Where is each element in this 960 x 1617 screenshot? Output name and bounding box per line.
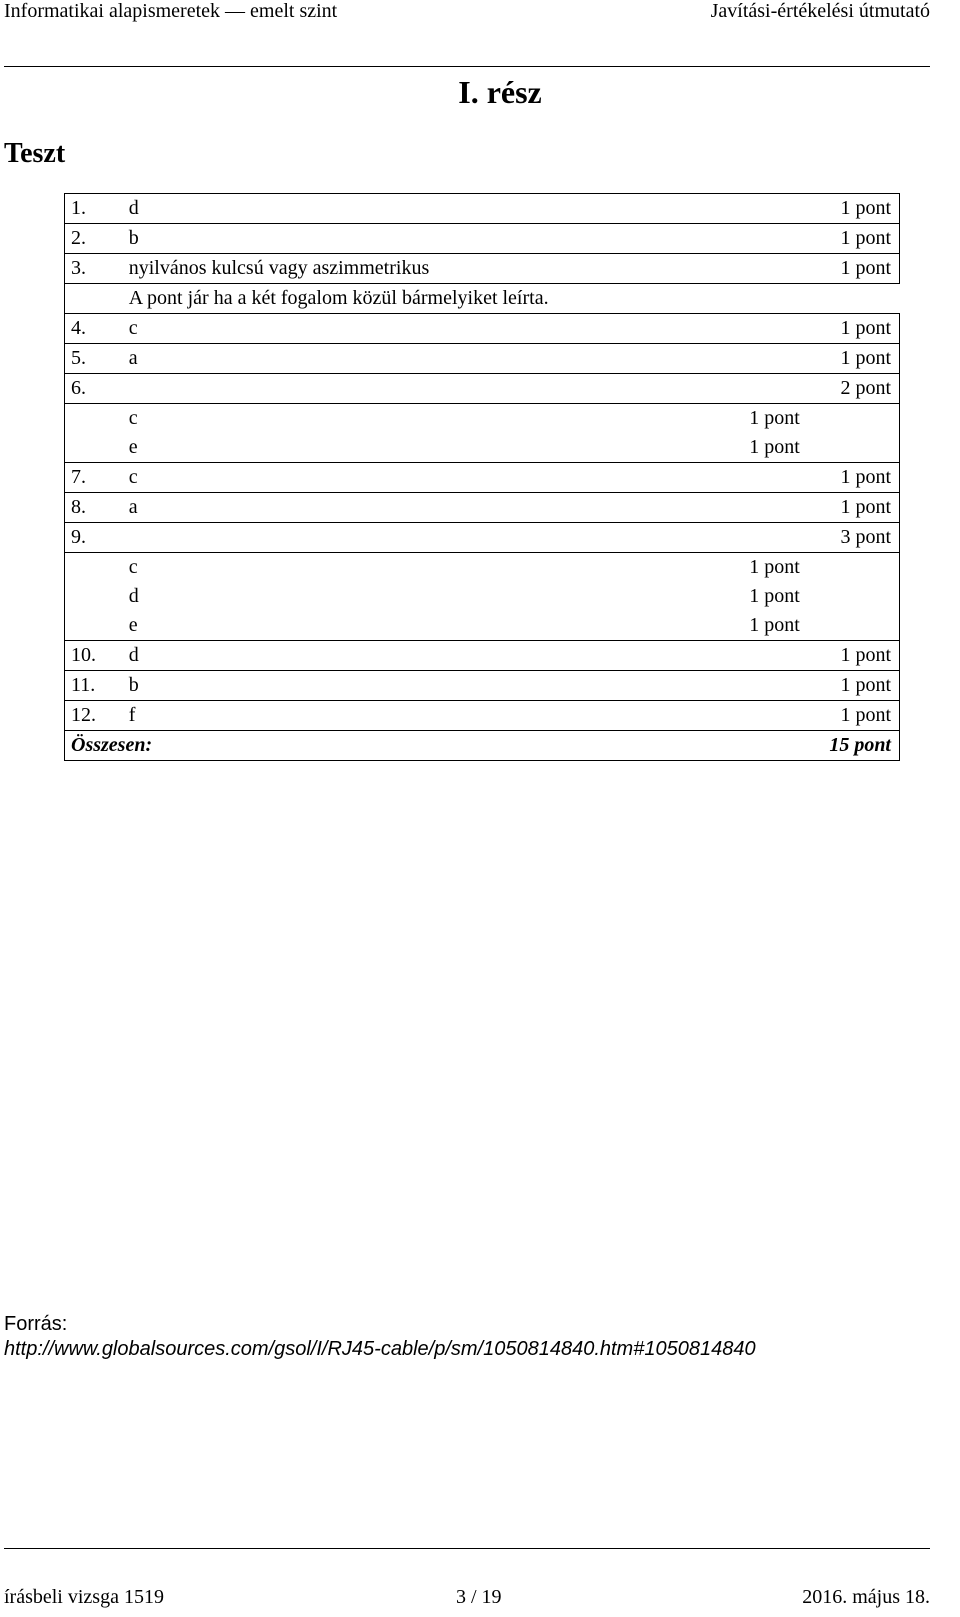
points-cell: 1 pont [800,194,900,224]
sub-answer-row [65,553,900,583]
source-block [4,1313,756,1361]
table-row [65,374,900,404]
sub-points-cell [604,523,800,553]
sub-answer-cell: c [128,407,138,429]
sub-answer-cell: c [128,556,138,578]
sub-points-cell [604,224,800,254]
sub-points-cell [604,374,800,404]
footer-exam-id: írásbeli vizsga 1519 [4,1586,164,1608]
part-title: I. rész [458,74,542,110]
sub-points-cell [604,344,800,374]
note-cell: A pont jár ha a két fogalom közül bármelyiket leírta. [129,284,900,314]
sub-answer-cell: e [129,611,604,641]
table-row [65,254,900,284]
question-number: 7. [65,463,129,493]
points-cell: 1 pont [800,344,900,374]
sub-points-cell: 1 pont [749,585,800,607]
question-number [65,404,129,434]
question-number [65,284,129,314]
points-cell: 1 pont [800,641,900,671]
sub-points-cell [604,463,800,493]
points-cell [800,553,900,583]
table-row [65,224,900,254]
points-cell: 1 pont [800,701,900,731]
question-number [65,553,129,583]
points-cell: 1 pont [800,463,900,493]
points-cell [800,433,900,463]
question-number [65,582,129,611]
sub-answer-row [65,404,900,434]
page-footer [4,1586,930,1614]
sub-answer-row [65,582,900,611]
answer-cell: nyilvános kulcsú vagy aszimmetrikus [129,254,604,284]
question-number: 10. [65,641,129,671]
sub-points-cell [604,493,800,523]
sub-points-cell: 1 pont [604,611,800,641]
source-label: Forrás: [4,1313,68,1335]
points-cell: 3 pont [800,523,900,553]
question-number: 2. [65,224,129,254]
answer-cell: f [129,701,604,731]
sub-points-cell: 1 pont [604,433,800,463]
sub-points-cell [604,194,800,224]
sub-points-cell: 1 pont [749,407,800,429]
answer-cell: b [129,224,604,254]
points-cell: 1 pont [800,493,900,523]
answer-cell: d [129,194,604,224]
footer-rule [4,1548,930,1549]
header-doc-type: Javítási-értékelési útmutató [710,0,930,22]
sub-points-cell [604,701,800,731]
total-points: 15 pont [800,731,900,761]
note-row [65,284,900,314]
points-cell [800,404,900,434]
answer-cell: a [129,493,604,523]
sub-answer-row [65,433,900,463]
question-number [65,611,129,641]
table-row [65,463,900,493]
points-cell [800,582,900,611]
total-label: Összesen: [65,731,800,761]
points-cell: 2 pont [800,374,900,404]
total-row [65,731,900,761]
sub-points-cell: 1 pont [749,556,800,578]
footer-date: 2016. május 18. [802,1586,930,1608]
question-number: 6. [65,374,129,404]
table-row [65,701,900,731]
footer-page-number: 3 / 19 [456,1586,502,1608]
table-row [65,344,900,374]
table-row [65,194,900,224]
header-rule [4,66,930,67]
question-number: 12. [65,701,129,731]
answer-cell: b [129,671,604,701]
answer-cell: d [129,641,604,671]
points-cell: 1 pont [800,671,900,701]
table-row [65,641,900,671]
sub-points-cell [604,641,800,671]
sub-points-cell [604,314,800,344]
question-number: 11. [65,671,129,701]
header-subject: Informatikai alapismeretek — emelt szint [4,0,338,22]
question-number: 1. [65,194,129,224]
sub-answer-row [65,611,900,641]
question-number: 4. [65,314,129,344]
table-row [65,523,900,553]
answer-cell [129,523,604,553]
source-url[interactable]: http://www.globalsources.com/gsol/I/RJ45-cable/p/sm/1050814840.htm#1050814840 [4,1338,756,1360]
page-header [4,0,930,30]
sub-answer-cell: e [129,433,604,463]
points-cell: 1 pont [800,314,900,344]
question-number [65,433,129,463]
answer-cell: a [129,344,604,374]
sub-points-cell [604,671,800,701]
question-number: 3. [65,254,129,284]
question-number: 5. [65,344,129,374]
section-title: Teszt [4,138,66,169]
table-row [65,671,900,701]
sub-answer-cell: d [128,585,139,607]
table-row [65,314,900,344]
question-number: 8. [65,493,129,523]
points-cell: 1 pont [800,224,900,254]
answer-cell: c [129,314,604,344]
answer-cell [129,374,604,404]
answer-key-table [64,193,900,761]
question-number: 9. [65,523,129,553]
answer-cell: c [129,463,604,493]
points-cell [800,611,900,641]
sub-points-cell [604,254,800,284]
table-row [65,493,900,523]
points-cell: 1 pont [800,254,900,284]
